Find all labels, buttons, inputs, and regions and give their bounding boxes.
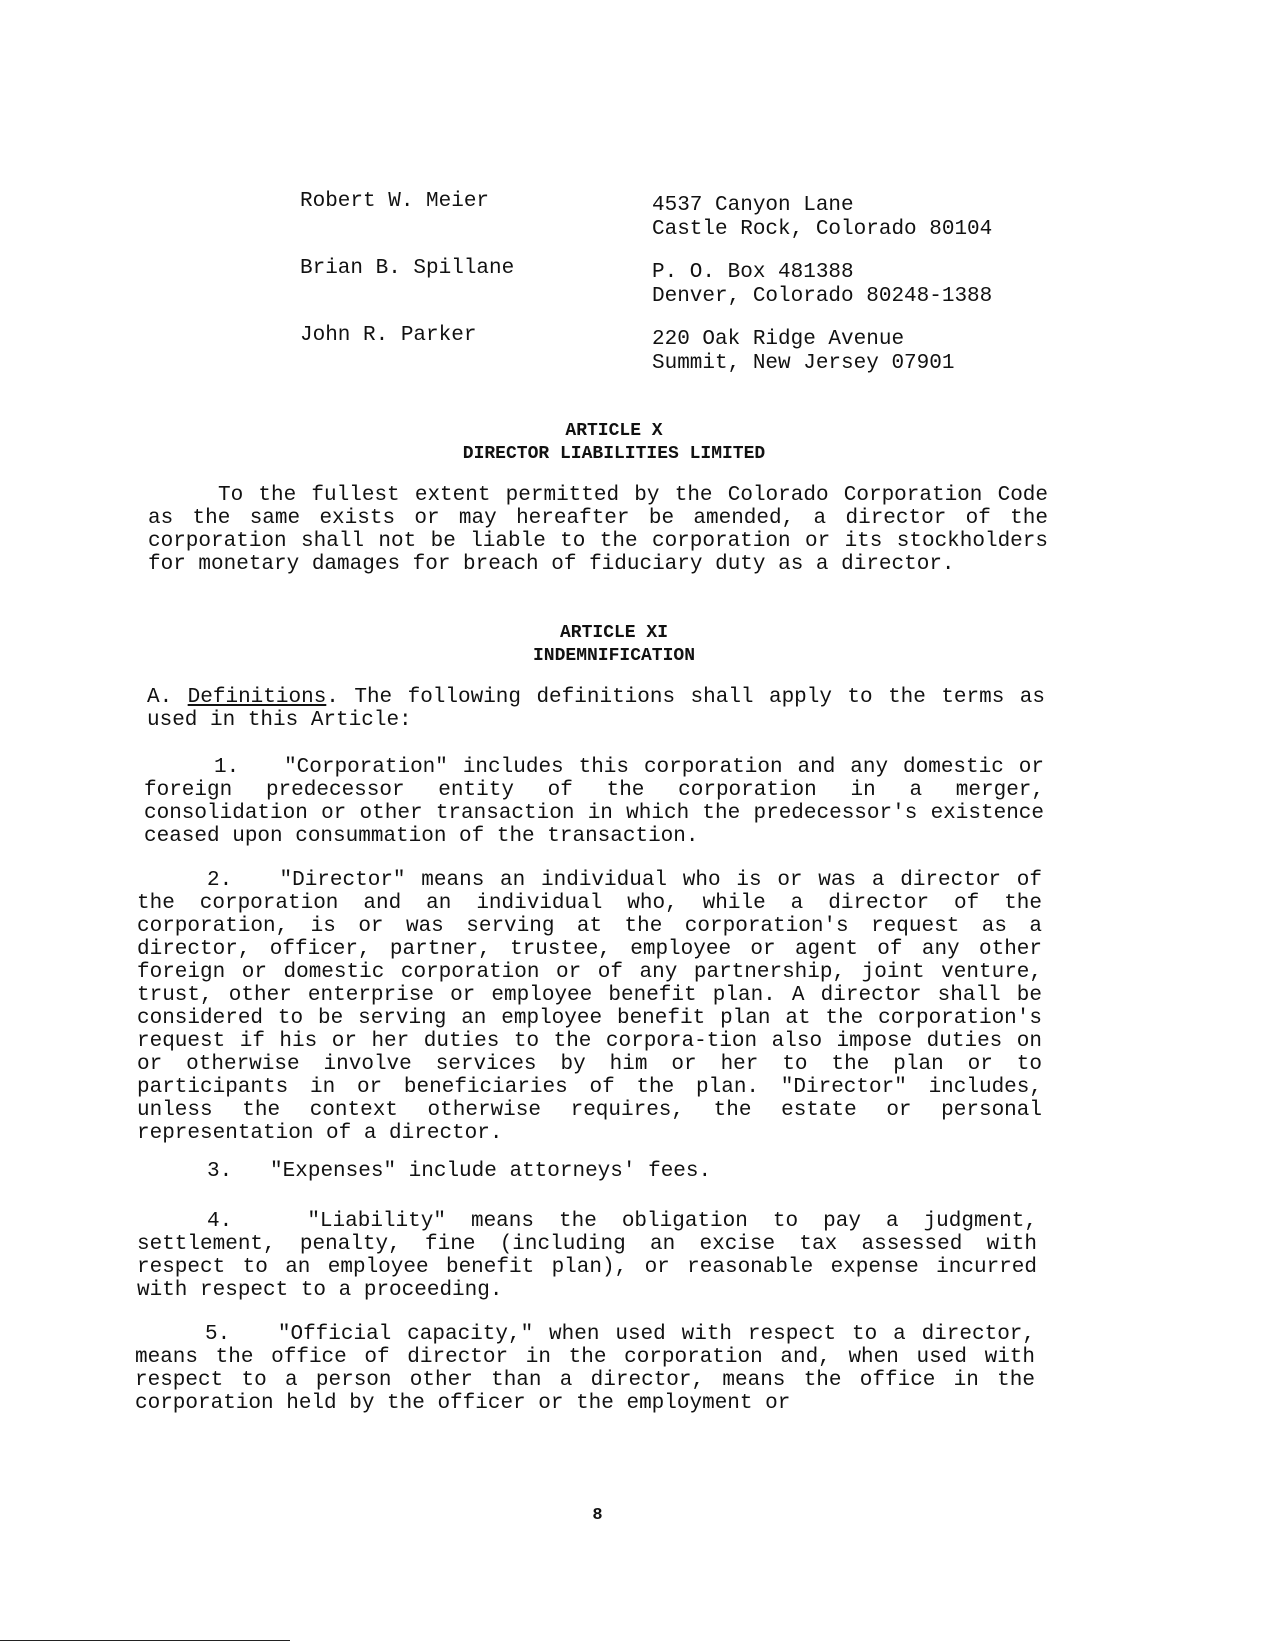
- page-number: 8: [592, 1506, 603, 1525]
- section-a-text: . The following definitions shall apply to the terms as used in this Article:: [147, 686, 1045, 732]
- director-address: [652, 261, 992, 309]
- director-name: Brian B. Spillane: [300, 257, 515, 280]
- footer-rule: [0, 1640, 290, 1641]
- definition-item: [135, 1323, 1035, 1415]
- address-line: 220 Oak Ridge Avenue: [652, 328, 905, 351]
- director-address: [652, 194, 992, 242]
- definition-number: 3.: [207, 1160, 233, 1183]
- address-line: Summit, New Jersey 07901: [652, 352, 955, 375]
- definition-item: [137, 1160, 1037, 1183]
- article-x-title: ARTICLE X: [565, 421, 663, 441]
- definition-number: 4.: [207, 1210, 233, 1233]
- address-line: 4537 Canyon Lane: [652, 194, 854, 217]
- definition-text: "Expenses" include attorneys' fees.: [270, 1160, 712, 1183]
- address-line: Denver, Colorado 80248-1388: [652, 285, 993, 308]
- address-line: P. O. Box 481388: [652, 261, 854, 284]
- definition-item: [144, 756, 1044, 848]
- definition-item: [137, 869, 1042, 1145]
- article-xi-subtitle: INDEMNIFICATION: [532, 646, 696, 666]
- definition-text: "Liability" means the obligation to pay a judgment, settlement, penalty, fine (including an excise tax assessed with respect to an employee benefit plan), or reasonable expense incurred with respect to a proceeding.: [137, 1210, 1037, 1302]
- section-a-label: A.: [147, 686, 173, 709]
- definition-text: "Corporation" includes this corporation and any domestic or foreign predecessor entity of the corporation in a merger, consolidation or other transaction in which the predecessor's existence ceased upon consummation of the transaction.: [144, 756, 1044, 848]
- article-x-subtitle: DIRECTOR LIABILITIES LIMITED: [462, 444, 766, 464]
- definition-item: [137, 1210, 1037, 1302]
- section-a-heading: Definitions: [187, 686, 327, 709]
- definition-text: "Director" means an individual who is or was a director of the corporation and an individual who, while a director of the corporation, is or was serving at the corporation's request as a director, officer, partner, trustee, employee or agent of any other foreign or domestic corporation or of any partnership, joint venture, trust, other enterprise or employee benefit plan. A director shall be considered to be serving an employee benefit plan at the corporation's request if his or her duties to the corpora-tion also impose duties on or otherwise involve services by him or her to the plan or to participants in or beneficiaries of the plan. "Director" includes, unless the context otherwise requires, the estate or personal representation of a director.: [137, 869, 1042, 1145]
- director-name: Robert W. Meier: [300, 190, 490, 213]
- director-address: [652, 328, 954, 376]
- definition-number: 5.: [205, 1323, 231, 1346]
- director-name: John R. Parker: [300, 324, 477, 347]
- definition-text: "Official capacity," when used with respect to a director, means the office of director in the corporation and, when used with respect to a person other than a director, means the office in the corporation held by the officer or the employment or: [135, 1323, 1035, 1415]
- definition-number: 2.: [207, 869, 233, 892]
- article-x-body: To the fullest extent permitted by the Colorado Corporation Code as the same exists or may hereafter be amended, a director of the corporation shall not be liable to the corporation or its stockholders for monetary damages for breach of fiduciary duty as a director.: [148, 484, 1048, 576]
- section-a: [147, 686, 1045, 732]
- article-xi-title: ARTICLE XI: [559, 623, 669, 643]
- address-line: Castle Rock, Colorado 80104: [652, 218, 993, 241]
- definition-number: 1.: [214, 756, 240, 779]
